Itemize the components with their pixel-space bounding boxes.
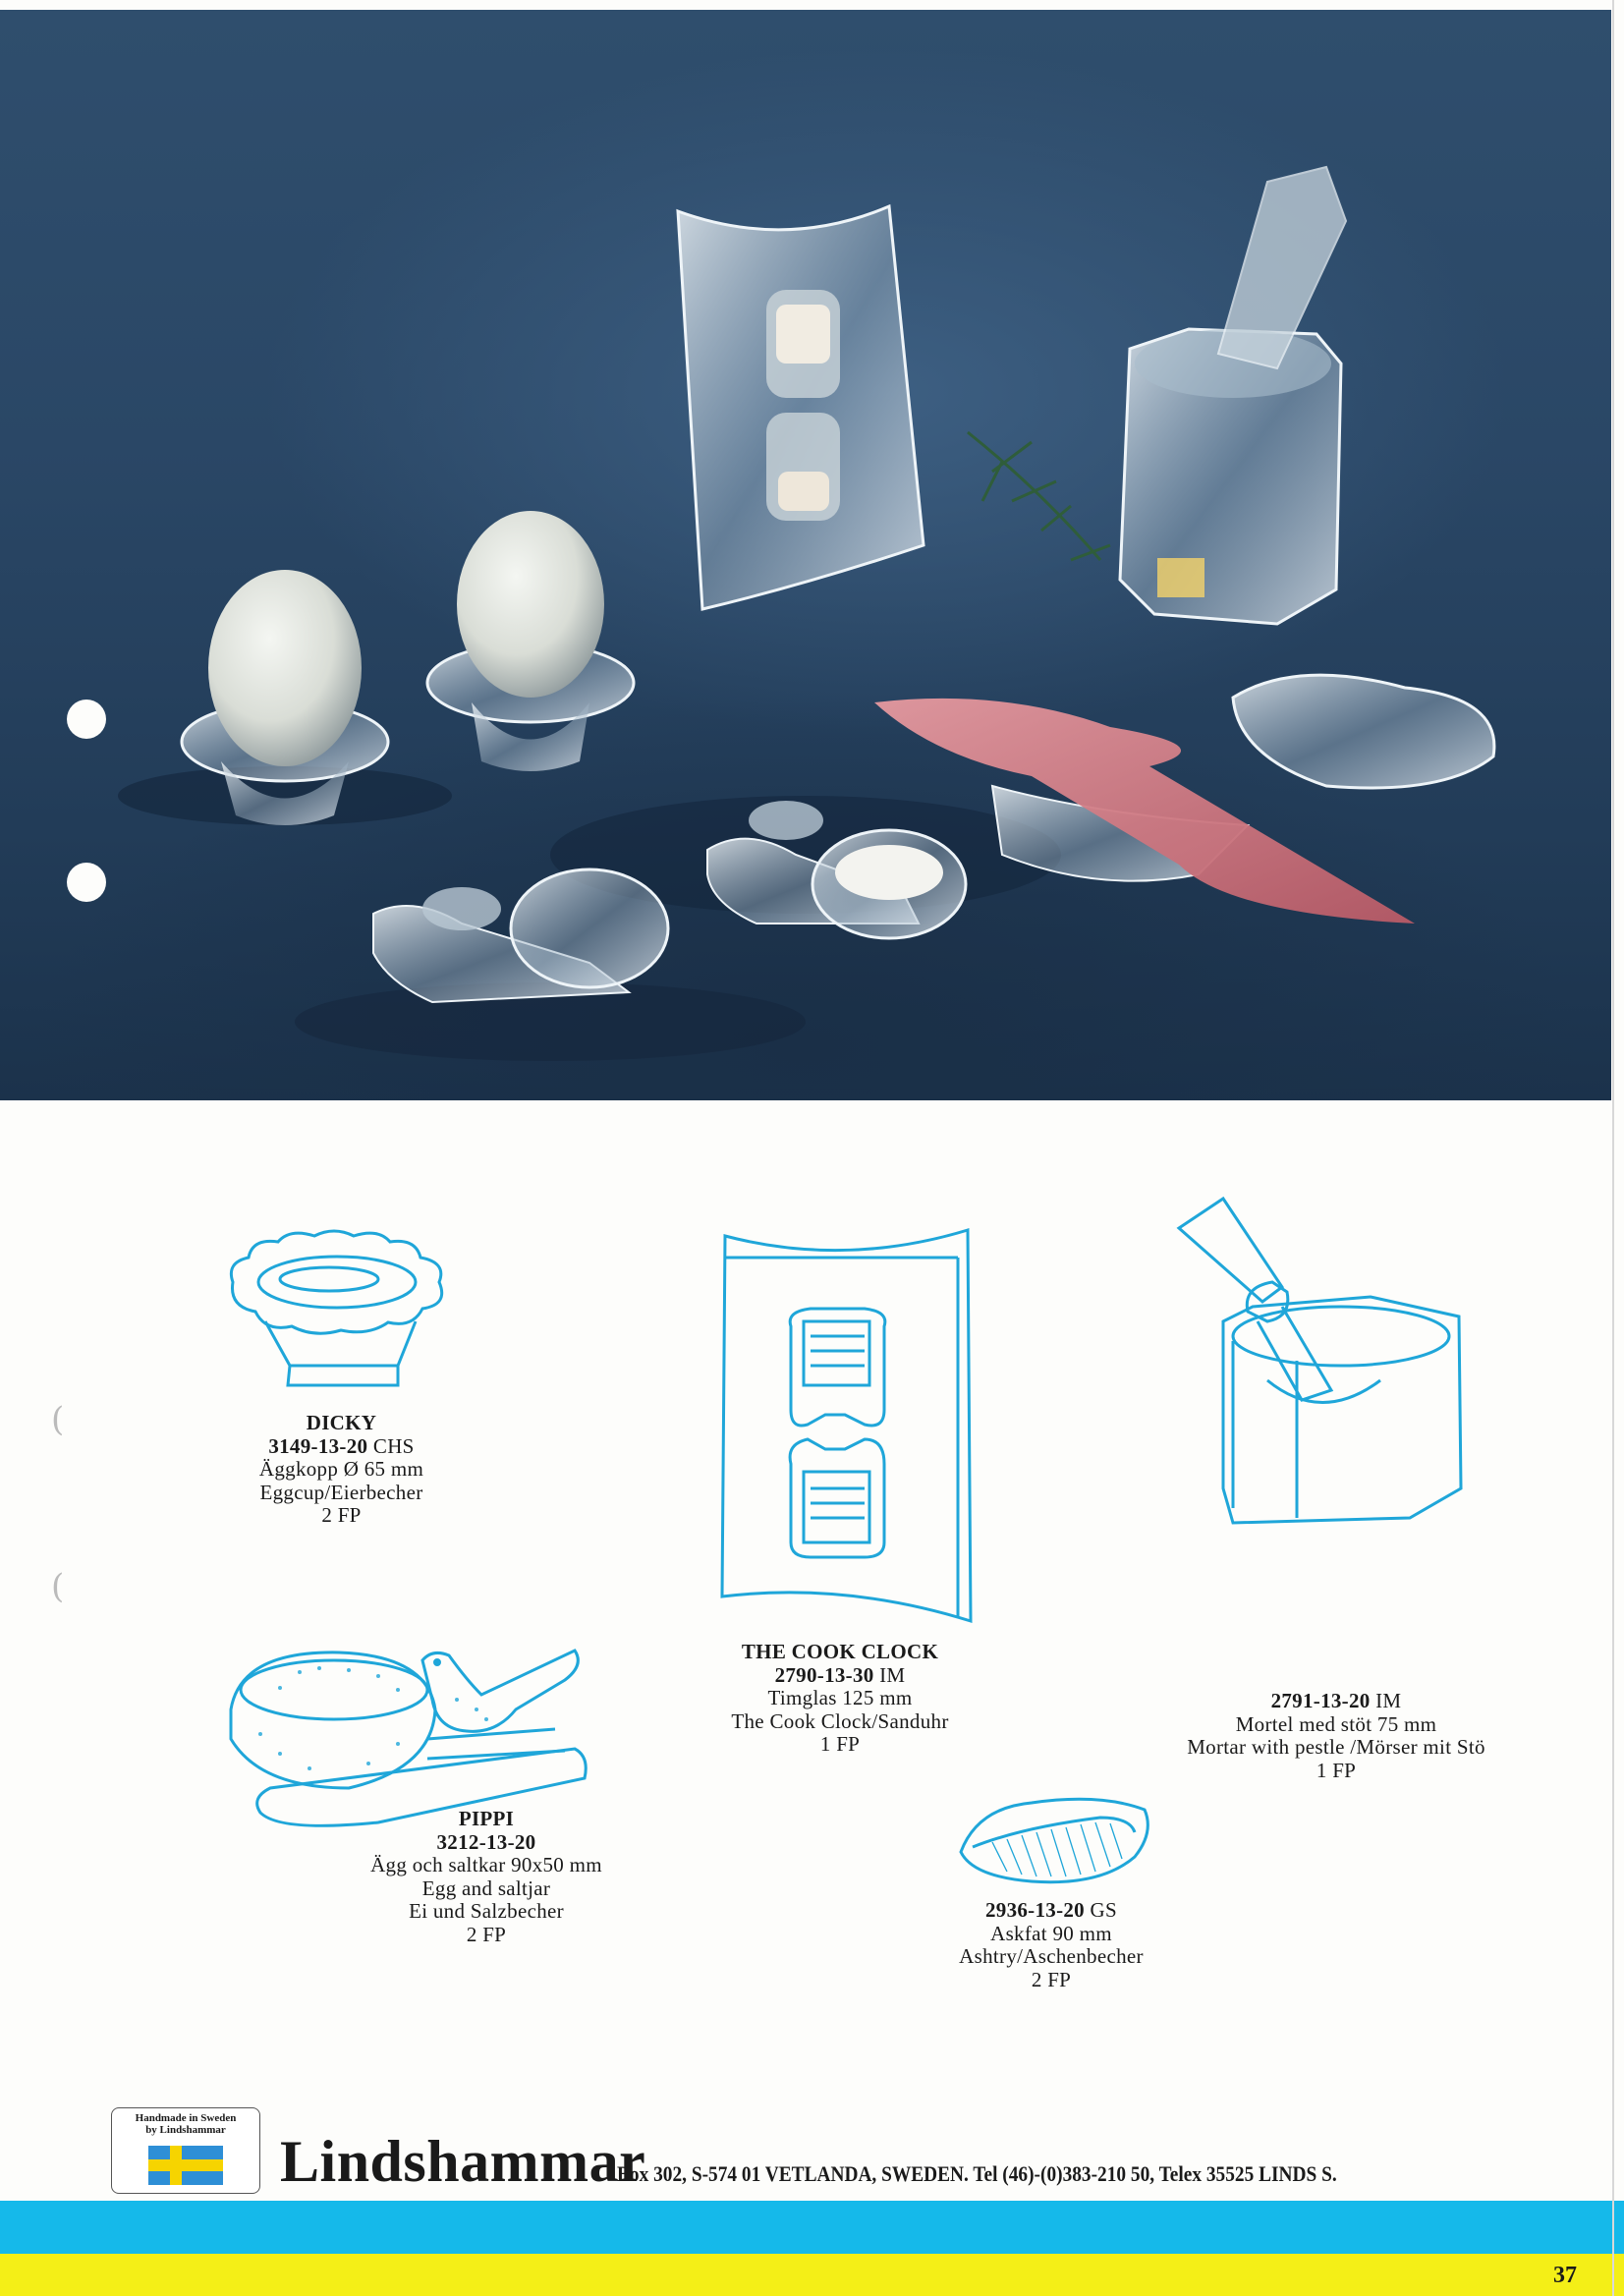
product-desc: 1 FP [1316,1758,1357,1782]
product-desc: Ägg och saltkar 90x50 mm [370,1853,602,1876]
product-name: DICKY [306,1411,377,1434]
product-code: 2790-13-30 [774,1662,874,1687]
page-number: 37 [1553,2263,1577,2288]
swedish-flag-icon [148,2146,223,2185]
margin-mark: ( [51,1567,65,1606]
eggcup-right-photo [427,511,634,771]
product-entry-ashtray [914,1899,1189,1991]
product-entry-mortar [1149,1690,1523,1782]
product-desc: The Cook Clock/Sanduhr [731,1708,949,1733]
product-desc: Askfat 90 mm [990,1921,1112,1945]
product-desc: Mortel med stöt 75 mm [1235,1711,1437,1736]
product-photo [0,10,1611,1100]
product-name: THE COOK CLOCK [741,1640,939,1663]
product-desc: Ei und Salzbecher [409,1899,564,1923]
brand-name: Lindshammar [280,2129,646,2194]
margin-mark: ( [51,1400,65,1439]
product-desc: 2 FP [321,1503,362,1527]
product-desc: 2 FP [1031,1967,1072,1991]
product-code: 3149-13-20 [268,1433,368,1458]
product-desc: Ashtry/Aschenbecher [959,1944,1144,1968]
juniper-twig-photo [968,432,1110,560]
product-desc: Mortar with pestle /Mörser mit Stö [1187,1735,1485,1759]
mortar-drawing [1174,1194,1469,1533]
photo-illustration [0,10,1611,1100]
punch-hole [67,700,106,739]
cook-clock-drawing [717,1228,978,1636]
product-code: 2791-13-20 [1270,1689,1371,1712]
ashtray-photo [1233,675,1494,788]
badge-text: by Lindshammar [145,2124,226,2136]
product-desc: 2 FP [466,1922,507,1946]
yellow-stripe [0,2254,1624,2296]
product-code-suffix: CHS [372,1433,415,1458]
company-address: Box 302, S-574 01 VETLANDA, SWEDEN. Tel (46)-(0)383-210 50, Telex 35525 LINDS S. [617,2161,1337,2186]
dicky-drawing [221,1228,462,1395]
punch-hole [67,863,106,902]
product-entry-dicky [216,1412,467,1528]
product-desc: Timglas 125 mm [767,1686,913,1709]
product-code: 2936-13-20 [984,1898,1085,1922]
cyan-stripe [0,2201,1624,2254]
product-desc: Eggcup/Eierbecher [259,1480,423,1504]
page-edge [1612,0,1614,2296]
handmade-badge [111,2107,260,2194]
product-code-suffix: GS [1090,1898,1117,1922]
mortar-photo [1120,167,1346,624]
ashtray-drawing [953,1788,1159,1896]
product-desc: 1 FP [819,1732,861,1756]
product-code-suffix: IM [1375,1689,1402,1712]
cook-clock-photo [678,206,924,609]
bird-saltjar-left-photo [373,869,668,1002]
badge-text: Handmade in Sweden [135,2112,237,2124]
product-code-suffix: IM [879,1662,906,1687]
product-name: PIPPI [458,1807,515,1830]
product-code: 3212-13-20 [436,1829,536,1854]
product-desc: Äggkopp Ø 65 mm [258,1457,424,1481]
product-entry-pippi [334,1808,639,1946]
product-desc: Egg and saltjar [421,1876,551,1900]
product-entry-cook-clock [688,1641,992,1757]
